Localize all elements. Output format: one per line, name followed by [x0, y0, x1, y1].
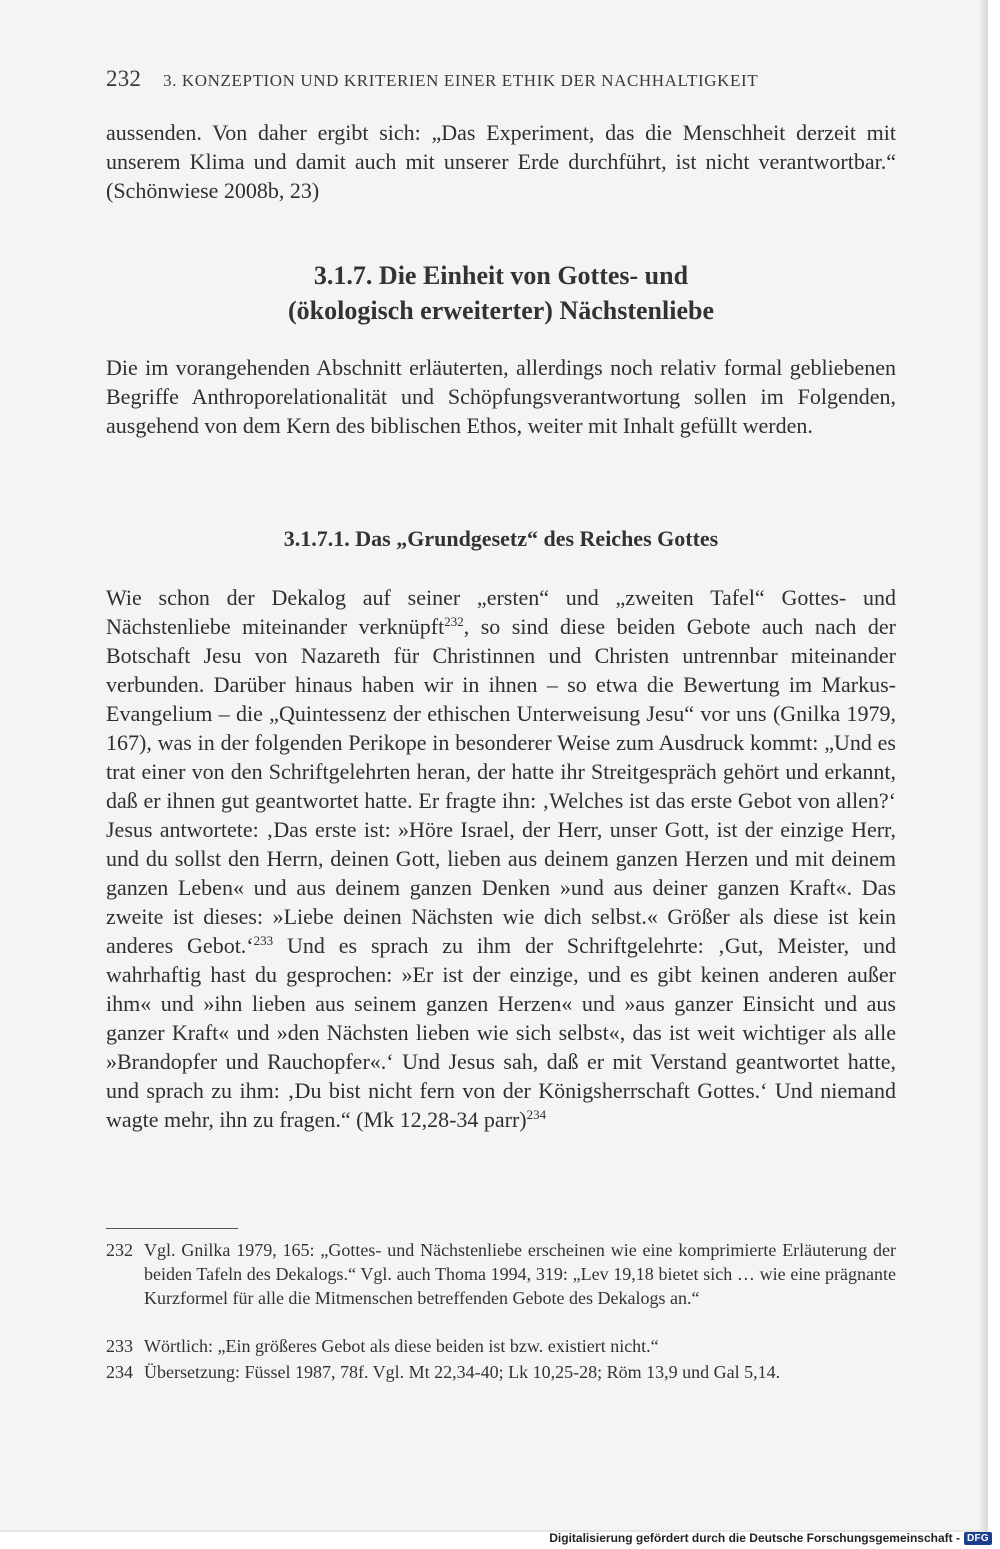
running-head [106, 66, 906, 92]
paragraph-3-part2: , so sind diese beiden Gebote auch nach der Botschaft Jesu von Nazareth für Christinnen und Christen untrennbar miteinander verbunden. Darüber hinaus haben wir in ihnen – so etwa die Bewertung im Markus-Evangelium – die „Quintessenz der ethischen Unterweisung Jesu“ vor uns (Gnilka 1979, 167), was in der folgenden Perikope in besonderer Weise zum Ausdruck kommt: „Und es trat einer von den Schriftgelehrten heran, der hatte ihr Streitgespräch gehört und erkannt, daß er ihnen gut geantwortet hatte. Er fragte ihn: ‚Welches ist das erste Gebot von allen?‘ Jesus antwortete: ‚Das erste ist: »Höre Israel, der Herr, unser Gott, ist der einzige Herr, und du sollst den Herrn, deinen Gott, lieben aus deinem ganzen Herzen und mit deinem ganzen Leben« und aus deinem ganzen Denken »und aus deiner ganzen Kraft«. Das zweite ist dieses: »Liebe deinen Nächsten wie dich selbst.« Größer als diese ist kein anderes Gebot.‘ [106, 614, 896, 958]
footnote-233 [106, 1334, 896, 1358]
paragraph-3-part1: Wie schon der Dekalog auf seiner „ersten“ und „zweiten Tafel“ Gottes- und Nächstenliebe miteinander verknüpft [106, 585, 896, 639]
footnote-text: Vgl. Gnilka 1979, 165: „Gottes- und Nächstenliebe erscheinen wie eine komprimierte Erläuterung der beiden Tafeln des Dekalogs.“ Vgl. auch Thoma 1994, 319: „Lev 19,18 bietet sich … wie eine prägnante Kurzformel für alle die Mitmenschen betreffenden Gebote des Dekalogs an.“ [144, 1240, 896, 1308]
section-heading [106, 258, 896, 328]
footnote-234 [106, 1360, 896, 1384]
footnote-number: 232 [106, 1240, 133, 1260]
running-head-title: 3. KONZEPTION UND KRITERIEN EINER ETHIK DER NACHHALTIGKEIT [163, 71, 759, 90]
section-heading-line1: 3.1.7. Die Einheit von Gottes- und [313, 261, 689, 290]
footnote-ref-232[interactable]: 232 [444, 614, 464, 629]
footnote-separator [106, 1228, 238, 1229]
paragraph-1: aussenden. Von daher ergibt sich: „Das Experiment, das die Menschheit derzeit mit unserem Klima und damit auch mit unserer Erde durchführt, ist nicht verantwortbar.“ (Schönwiese 2008b, 23) [106, 120, 896, 203]
footnote-text: Übersetzung: Füssel 1987, 78f. Vgl. Mt 22,34-40; Lk 10,25-28; Röm 13,9 und Gal 5,14. [144, 1362, 781, 1382]
footnote-ref-233[interactable]: 233 [253, 933, 274, 948]
subsection-heading: 3.1.7.1. Das „Grundgesetz“ des Reiches Gottes [283, 526, 719, 551]
dfg-logo: DFG [964, 1532, 992, 1545]
funding-notice-text: Digitalisierung gefördert durch die Deutsche Forschungsgemeinschaft - [549, 1531, 960, 1545]
paragraph-3-part3: Und es sprach zu ihm der Schriftgelehrte: ‚Gut, Meister, und wahrhaftig hast du gesprochen: »Er ist der einzige, und es gibt keinen anderen außer ihm« und »ihn lieben aus seinem ganzen Herzen« und »aus ganzer Einsicht und aus ganzer Kraft« und »den Nächsten lieben wie sich selbst«, das ist weit wichtiger als alle »Brandopfer und Rauchopfer«.‘ Und Jesus sah, daß er mit Verstand geantwortet hatte, und sprach zu ihm: ‚Du bist nicht fern von der Königsherrschaft Gottes.‘ Und niemand wagte mehr, ihn zu fragen.“ (Mk 12,28-34 parr) [106, 933, 896, 1132]
footnote-ref-234[interactable]: 234 [526, 1107, 547, 1122]
funding-notice[interactable] [549, 1531, 992, 1545]
footnote-232 [106, 1238, 896, 1310]
page-edge-shadow [980, 0, 988, 1532]
paragraph-2: Die im vorangehenden Abschnitt erläuterten, allerdings noch relativ formal gebliebenen Begriffe Anthroporelationalität und Schöpfungsverantwortung sollen im Folgenden, ausgehend von dem Kern des biblischen Ethos, weiter mit Inhalt gefüllt werden. [106, 355, 896, 438]
footnote-text: Wörtlich: „Ein größeres Gebot als diese beiden ist bzw. existiert nicht.“ [144, 1336, 659, 1356]
footnote-number: 234 [106, 1362, 133, 1382]
footnote-number: 233 [106, 1336, 133, 1356]
paragraph-3 [106, 583, 896, 1134]
section-heading-line2: (ökologisch erweiterter) Nächstenliebe [288, 296, 714, 325]
page-number: 232 [106, 66, 142, 91]
